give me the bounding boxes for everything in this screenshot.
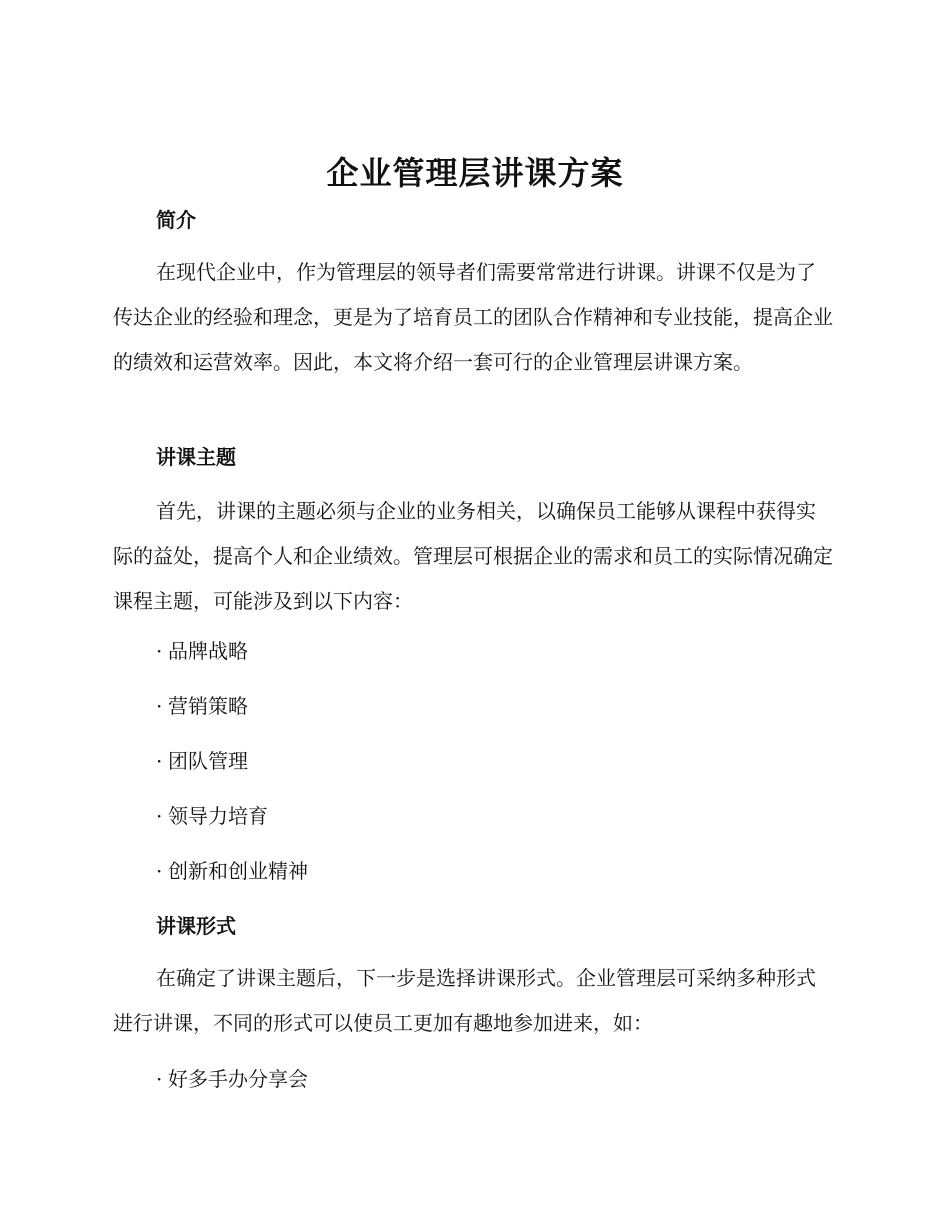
bullet-dot: · xyxy=(156,694,163,718)
bullet-dot: · xyxy=(156,804,163,828)
section-heading-topics: 讲课主题 xyxy=(156,445,236,469)
list-item xyxy=(156,692,248,720)
document-title: 企业管理层讲课方案 xyxy=(326,154,624,192)
list-item-text: 营销策略 xyxy=(168,694,248,718)
list-item-text: 团队管理 xyxy=(168,749,248,773)
bullet-dot: · xyxy=(156,749,163,773)
list-item xyxy=(156,637,248,665)
list-item xyxy=(156,857,308,885)
section-heading-intro: 简介 xyxy=(156,208,196,232)
section-paragraph-topics: 首先，讲课的主题必须与企业的业务相关，以确保员工能够从课程中获得实际的益处，提高个人和企业绩效。管理层可根据企业的需求和员工的实际情况确定课程主题，可能涉及到以下内容： xyxy=(113,499,833,613)
list-item xyxy=(156,747,248,775)
bullet-dot: · xyxy=(156,859,163,883)
list-item-text: 领导力培育 xyxy=(168,804,268,828)
bullet-dot: · xyxy=(156,639,163,663)
list-item-text: 品牌战略 xyxy=(168,639,248,663)
section-paragraph-format: 在确定了讲课主题后，下一步是选择讲课形式。企业管理层可采纳多种形式进行讲课，不同的形式可以使员工更加有趣地参加进来，如： xyxy=(113,966,816,1035)
section-paragraph-intro: 在现代企业中，作为管理层的领导者们需要常常进行讲课。讲课不仅是为了传达企业的经验和理念，更是为了培育员工的团队合作精神和专业技能，提高企业的绩效和运营效率。因此，本文将介绍一套可行的企业管理层讲课方案。 xyxy=(113,260,833,374)
list-item-text: 创新和创业精神 xyxy=(168,859,308,883)
section-heading-format: 讲课形式 xyxy=(156,914,236,938)
bullet-dot: · xyxy=(156,1067,163,1091)
list-item-text: 好多手办分享会 xyxy=(168,1067,308,1091)
list-item xyxy=(156,802,268,830)
list-item xyxy=(156,1065,308,1093)
